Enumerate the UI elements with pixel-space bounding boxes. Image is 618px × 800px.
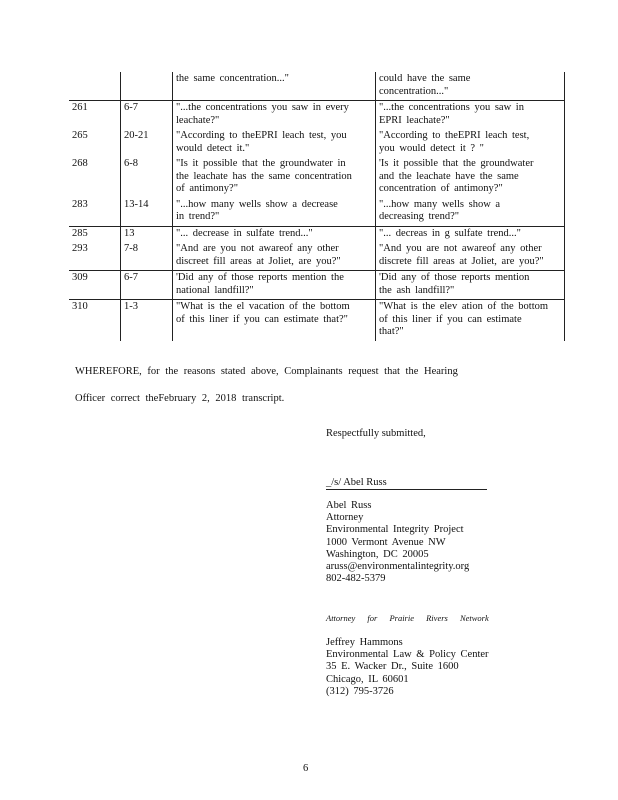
errata-text-line: could have the same: [379, 73, 471, 84]
errata-page-cell: 293: [69, 242, 121, 271]
errata-text-line: national landfill?": [176, 284, 254, 296]
errata-row: [69, 242, 565, 271]
errata-text-line: "... decreas in g sulfate trend...": [379, 227, 521, 239]
errata-original-cell: [173, 101, 376, 130]
errata-page-cell: 265: [69, 129, 121, 157]
errata-text-line: "What is the elev ation of the bottom: [379, 301, 549, 312]
errata-text-line: discrete fill areas at Joliet, are you?": [379, 255, 544, 267]
errata-page-cell: 310: [69, 300, 121, 341]
russ-organization: Environmental Integrity Project: [326, 524, 464, 536]
errata-page-cell: [69, 72, 121, 101]
errata-text-line: the ash landfill?": [379, 284, 455, 296]
errata-corrected-cell: [376, 300, 565, 341]
errata-page-cell: 268: [69, 157, 121, 198]
errata-row: [69, 129, 565, 157]
errata-original-cell: [173, 198, 376, 227]
hammons-name: Jeffrey Hammons: [326, 637, 403, 648]
errata-corrected-cell: [376, 72, 565, 101]
errata-text-line: "...how many wells show a: [379, 198, 501, 210]
errata-table: [69, 72, 565, 341]
errata-text-line: in trend?": [176, 211, 220, 222]
errata-text-line: "According to theEPRI leach test,: [379, 130, 530, 141]
errata-line-cell: 6-7: [121, 271, 173, 300]
errata-original-cell: [173, 72, 376, 101]
russ-phone: 802-482-5379: [326, 573, 386, 585]
errata-text-line: decreasing trend?": [379, 211, 460, 222]
hammons-phone: (312) 795-3726: [326, 685, 394, 697]
errata-text-line: 'Did any of those reports mention the: [176, 272, 344, 283]
errata-corrected-cell: [376, 101, 565, 130]
errata-original-cell: [173, 157, 376, 198]
errata-text-line: "And are you not awareof any other: [176, 243, 339, 254]
errata-corrected-cell: [376, 129, 565, 157]
russ-email: aruss@environmentalintegrity.org: [326, 561, 470, 573]
errata-row: [69, 300, 565, 341]
errata-corrected-cell: [376, 198, 565, 227]
errata-corrected-cell: [376, 157, 565, 198]
errata-line-cell: 7-8: [121, 242, 173, 271]
errata-text-line: "According to theEPRI leach test, you: [176, 130, 347, 141]
errata-row: [69, 226, 565, 242]
errata-text-line: "What is the el vacation of the bottom: [176, 301, 350, 312]
errata-text-line: and the leachate have the same: [379, 170, 519, 182]
errata-row: [69, 198, 565, 227]
errata-line-cell: 13: [121, 226, 173, 242]
errata-text-line: 'Did any of those reports mention: [379, 272, 530, 283]
errata-text-line: you would detect it ? ": [379, 142, 484, 154]
errata-corrected-cell: [376, 226, 565, 242]
errata-line-cell: [121, 72, 173, 101]
wherefore-line-2: Officer correct theFebruary 2, 2018 transcript.: [75, 393, 285, 404]
page-number: 6: [303, 763, 309, 774]
errata-page-cell: 285: [69, 226, 121, 242]
errata-text-line: discreet fill areas at Joliet, are you?": [176, 255, 341, 267]
errata-text-line: that?": [379, 326, 404, 337]
errata-text-line: "...the concentrations you saw in every: [176, 102, 349, 113]
errata-text-line: 'Is it possible that the groundwater: [379, 158, 534, 169]
errata-text-line: "Is it possible that the groundwater in: [176, 158, 346, 169]
errata-text-line: EPRI leachate?": [379, 114, 450, 126]
errata-row: [69, 157, 565, 198]
signature-block-hammons: [326, 637, 489, 698]
errata-original-cell: [173, 300, 376, 341]
russ-name: Abel Russ: [326, 500, 372, 511]
errata-line-cell: 6-7: [121, 101, 173, 130]
errata-text-line: "... decrease in sulfate trend...": [176, 227, 313, 239]
errata-text-line: "...how many wells show a decrease: [176, 198, 338, 210]
errata-line-cell: 20-21: [121, 129, 173, 157]
closing: Respectfully submitted,: [326, 428, 426, 439]
russ-street: 1000 Vermont Avenue NW: [326, 536, 446, 548]
russ-title: Attorney: [326, 512, 364, 524]
errata-line-cell: 13-14: [121, 198, 173, 227]
russ-city: Washington, DC 20005: [326, 548, 429, 560]
errata-page-cell: 309: [69, 271, 121, 300]
errata-original-cell: [173, 226, 376, 242]
errata-text-line: of this liner if you can estimate: [379, 313, 522, 325]
errata-page-cell: 261: [69, 101, 121, 130]
errata-text-line: concentration...": [379, 85, 449, 97]
errata-text-line: of antimony?": [176, 183, 238, 194]
signature-block-russ: [326, 500, 469, 585]
hammons-city: Chicago, IL 60601: [326, 673, 409, 685]
hammons-street: 35 E. Wacker Dr., Suite 1600: [326, 661, 459, 673]
attorney-for-line: Attorney for Prairie Rivers Network: [326, 613, 489, 623]
errata-corrected-cell: [376, 242, 565, 271]
errata-page-cell: 283: [69, 198, 121, 227]
errata-text-line: the leachate has the same concentration: [176, 170, 352, 182]
errata-text-line: "And you are not awareof any other: [379, 243, 542, 254]
errata-row: [69, 271, 565, 300]
signature-line: _/s/ Abel Russ: [326, 477, 487, 490]
errata-row: [69, 72, 565, 101]
errata-text-line: of this liner if you can estimate that?": [176, 313, 348, 325]
wherefore-line-1: WHEREFORE, for the reasons stated above, Complainants request that the Hearing: [75, 366, 458, 377]
errata-text-line: would detect it.": [176, 142, 250, 154]
errata-text-line: the same concentration...": [176, 73, 289, 84]
errata-table-body: [69, 72, 565, 341]
errata-row: [69, 101, 565, 130]
errata-original-cell: [173, 242, 376, 271]
errata-line-cell: 6-8: [121, 157, 173, 198]
errata-text-line: leachate?": [176, 114, 220, 126]
errata-corrected-cell: [376, 271, 565, 300]
errata-original-cell: [173, 271, 376, 300]
hammons-organization: Environmental Law & Policy Center: [326, 649, 489, 661]
errata-text-line: concentration of antimony?": [379, 183, 503, 194]
errata-original-cell: [173, 129, 376, 157]
errata-line-cell: 1-3: [121, 300, 173, 341]
errata-text-line: "...the concentrations you saw in: [379, 102, 524, 113]
